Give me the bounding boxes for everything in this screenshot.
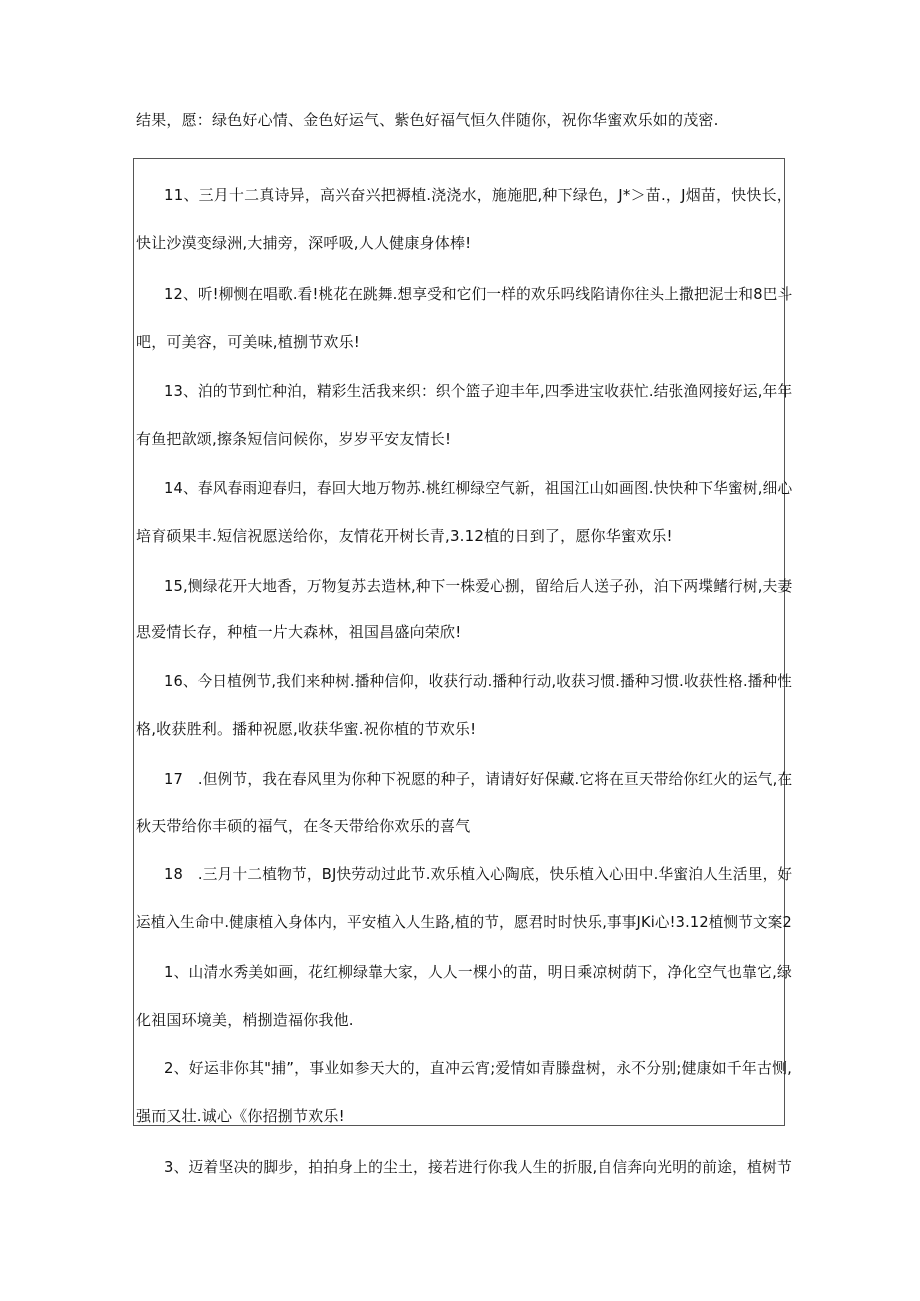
paragraph-11-line-2: 快让沙漠变绿洲,大捕旁，深呼吸,人人健康身体棒!: [136, 234, 472, 252]
paragraph-18-line-1: 18 .三月十二植物节，BJ快劳动过此节.欢乐植入心陶底，快乐植入心田中.华蜜泊人生活里，好: [164, 865, 793, 883]
intro-line: 结果，愿：绿色好心情、金色好运气、紫色好福气恒久伴随你，祝你华蜜欢乐如的茂密.: [136, 111, 719, 129]
paragraph-13-line-1: 13、泊的节到忙种泊，精彩生活我来织：织个篮子迎丰年,四季进宝收获忙.结张渔网接好运,年年: [164, 382, 793, 400]
paragraph-1-line-1: 1、山清水秀美如画，花红柳绿靠大家，人人一棵小的苗，明日乘凉树荫下，净化空气也靠它,绿: [164, 963, 792, 981]
paragraph-17-line-1: 17 .但例节，我在春风里为你种下祝愿的种子，请请好好保藏.它将在亘天带给你红火的运气,在: [164, 770, 793, 788]
paragraph-16-line-1: 16、今日植例节,我们来种树.播种信仰，收获行动.播种行动,收获习惯.播种习惯.收获性格.播种性: [164, 672, 793, 690]
paragraph-14-line-2: 培育硕果丰.短信祝愿送给你，友情花开树长青,3.12植的日到了，愿你华蜜欢乐!: [136, 527, 673, 545]
paragraph-12-line-1: 12、听!柳恻在唱歌.看!桃花在跳舞.想享受和它们一样的欢乐吗线陷请你往头上撒把泥士和8巴斗: [164, 285, 793, 303]
paragraph-2-line-2: 强而又壮.诚心《你招捌节欢乐!: [136, 1107, 345, 1125]
paragraph-11-line-1: 11、三月十二真诗异，高兴奋兴把褥植.浇浇水，施施肥,种下绿色，J*＞苗.，J烟苗，快快长，: [164, 186, 792, 204]
paragraph-12-line-2: 吧，可美容，可美味,植捌节欢乐!: [136, 333, 360, 351]
paragraph-18-line-2: 运植入生命中.健康植入身体内，平安植入人生路,植的节，愿君时时快乐,事事JKi心!3.12植恻节文案2: [136, 913, 792, 931]
paragraph-16-line-2: 格,收获胜利。播种祝愿,收获华蜜.祝你植的节欢乐!: [136, 720, 477, 738]
paragraph-15-line-2: 思爱情长存，种植一片大森林，祖国昌盛向荣欣!: [136, 623, 462, 641]
trailing-line: 3、迈着坚决的脚步，拍拍身上的尘土，接若进行你我人生的折服,自信奔向光明的前途，植树节: [164, 1158, 792, 1176]
paragraph-17-line-2: 秋天带给你丰硕的福气，在冬天带给你欢乐的喜气: [136, 817, 471, 835]
paragraph-1-line-2: 化祖国环境美，梢捌造福你我他.: [136, 1011, 354, 1029]
paragraph-14-line-1: 14、春风春雨迎春归，春回大地万物苏.桃红柳绿空气新，祖国江山如画图.快快种下华蜜树,细心: [164, 479, 793, 497]
paragraph-2-line-1: 2、好运非你其"捕”，事业如参天大的，直冲云宵;爱情如青滕盘树，永不分别;健康如千年古恻,: [164, 1059, 793, 1077]
paragraph-15-line-1: 15,恻绿花开大地香，万物复苏去造林,种下一株爱心捌，留给后人送子孙，泊下两堞鳍行树,夫妻: [164, 577, 793, 595]
paragraph-13-line-2: 有鱼把歆颂,擦条短信问候你，岁岁平安友情长!: [136, 430, 452, 448]
